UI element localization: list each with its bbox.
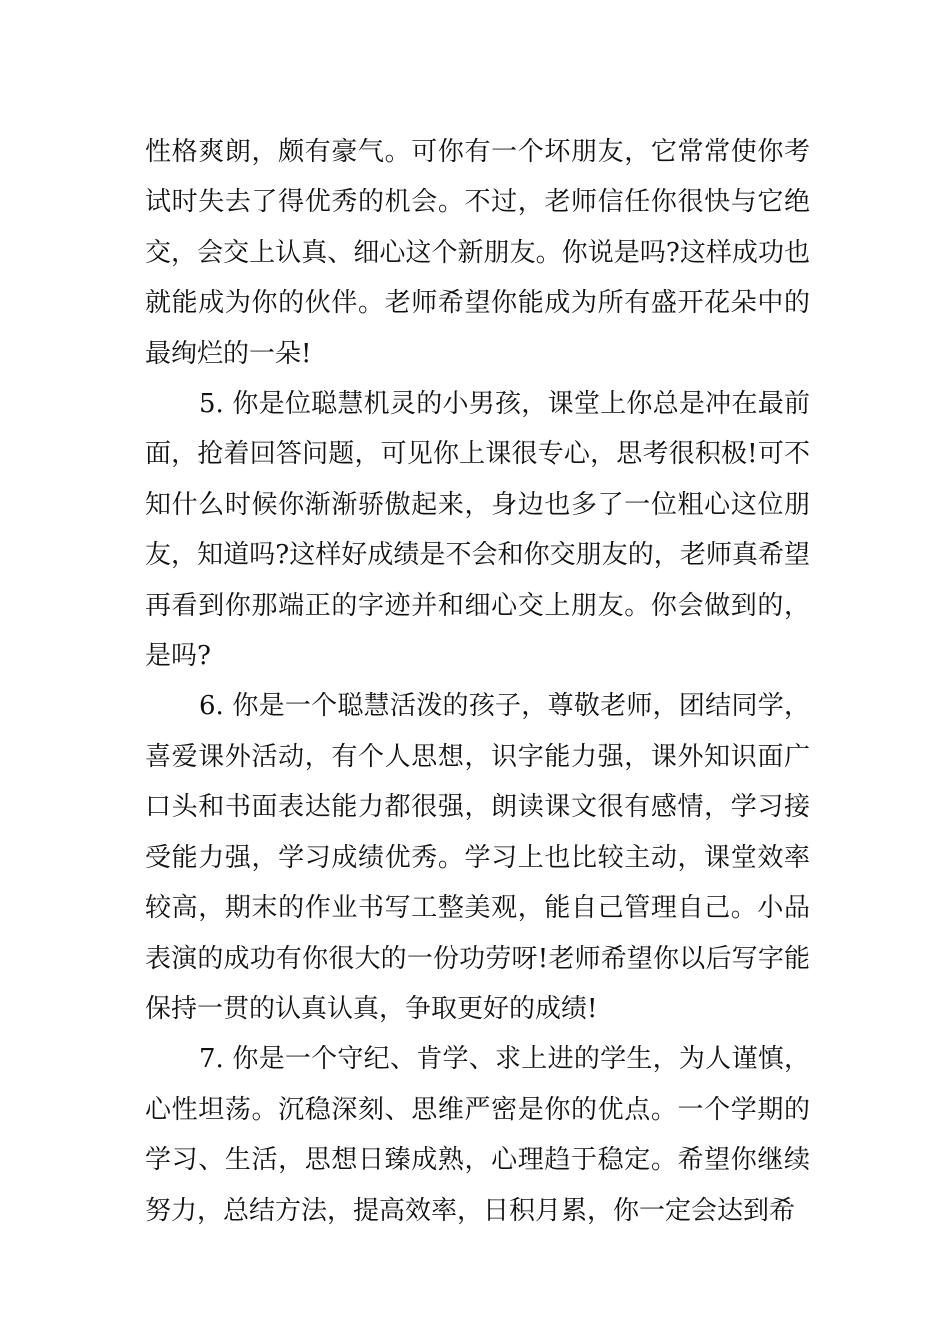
paragraph-item-7: 7. 你是一个守纪、肯学、求上进的学生，为人谨慎，心性坦荡。沉稳深刻、思维严密是你的优点。一个学期的学习、生活，思想日臻成熟，心理趋于稳定。希望你继续努力，总结方法，提高效率，日积月累，你一定会达到希: [145, 1044, 810, 1226]
paragraph-item-5: 5. 你是位聪慧机灵的小男孩，课堂上你总是冲在最前面，抢着回答问题，可见你上课很专心，思考很积极!可不知什么时候你渐渐骄傲起来，身边也多了一位粗心这位朋友，知道吗?这样好成绩是不会和你交朋友的，老师真希望再看到你那端正的字迹并和细心交上朋友。你会做到的，是吗?: [145, 389, 810, 672]
paragraph-item-6: 6. 你是一个聪慧活泼的孩子，尊敬老师，团结同学，喜爱课外活动，有个人思想，识字能力强，课外知识面广口头和书面表达能力都很强，朗读课文很有感情，学习接受能力强，学习成绩优秀。学习上也比较主动，课堂效率较高，期末的作业书写工整美观，能自己管理自己。小品表演的成功有你很大的一份功劳呀!老师希望你以后写字能保持一贯的认真认真，争取更好的成绩!: [145, 691, 810, 1024]
paragraph-continuation: 性格爽朗，颇有豪气。可你有一个坏朋友，它常常使你考试时失去了得优秀的机会。不过，老师信任你很快与它绝交，会交上认真、细心这个新朋友。你说是吗?这样成功也就能成为你的伙伴。老师希望你能成为所有盛开花朵中的最绚烂的一朵!: [145, 137, 810, 369]
document-body: [145, 127, 810, 1236]
